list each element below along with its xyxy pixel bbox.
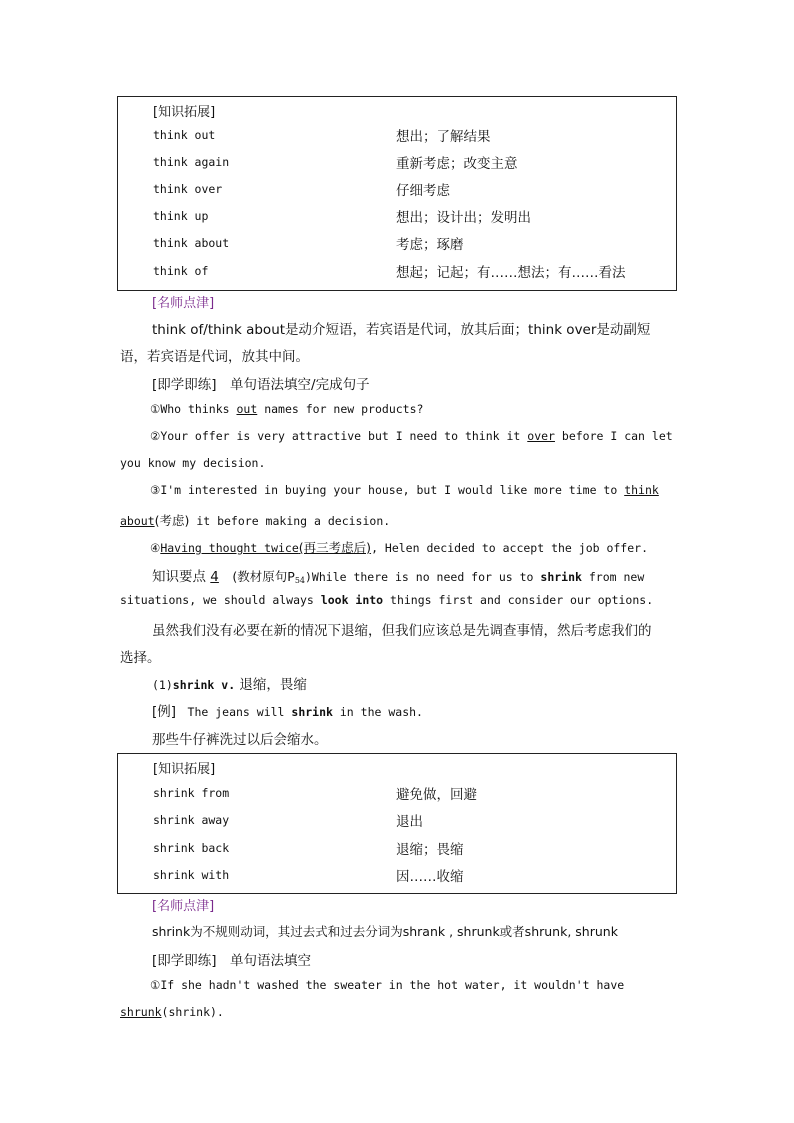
tips-text: 语，若宾语是代词，放其中间。 — [120, 349, 309, 365]
box-row — [153, 152, 676, 172]
box-row — [153, 810, 676, 830]
box-row — [153, 865, 676, 885]
box-row — [153, 838, 676, 858]
box-row — [153, 206, 676, 226]
phrase-en: think over — [153, 182, 223, 196]
phrase-en: think up — [153, 209, 209, 223]
phrase-en: shrink with — [153, 868, 230, 882]
phrase-zh: 重新考虑；改变主意 — [396, 156, 518, 172]
translation: 虽然我们没有必要在新的情况下退缩，但我们应该总是先调查事情，然后考虑我们的 — [152, 623, 652, 639]
question-cont: about(考虑) it before making a decision. — [120, 513, 391, 528]
phrase-en: think about — [153, 236, 230, 250]
box-row — [153, 233, 676, 253]
tips-text: think of/think about是动介短语，若宾语是代词，放其后面；think over是动副短 — [152, 322, 651, 338]
box-header: [知识拓展] — [153, 762, 216, 777]
phrase-en: think of — [153, 264, 209, 278]
phrase-en: shrink back — [153, 841, 230, 855]
box-row — [153, 179, 676, 199]
phrase-zh: 退缩；畏缩 — [396, 842, 464, 858]
question-cont: you know my decision. — [120, 456, 266, 470]
answer: out — [236, 402, 258, 416]
practice-heading: [即学即练] 单句语法填空/完成句子 — [152, 377, 370, 393]
box-row — [153, 261, 676, 281]
phrase-zh: 想出；了解结果 — [396, 129, 491, 145]
example: [例] The jeans will shrink in the wash. — [152, 704, 423, 720]
tips-label: [名师点津] — [152, 899, 215, 914]
question: ①Who thinks out names for new products? — [150, 402, 424, 416]
phrase-zh: 考虑；琢磨 — [396, 237, 464, 253]
question: ③I'm interested in buying your house, but I would like more time to think — [150, 483, 659, 497]
box-header: [知识拓展] — [153, 105, 216, 120]
phrase-en: shrink from — [153, 786, 230, 800]
answer: about — [120, 514, 155, 528]
phrase-zh: 退出 — [396, 814, 423, 830]
tips-label: [名师点津] — [152, 296, 215, 311]
answer: shrunk — [120, 1005, 162, 1019]
translation: 选择。 — [120, 650, 161, 666]
phrase-zh: 想起；记起；有……想法；有……看法 — [396, 265, 626, 281]
phrase-zh: 想出；设计出；发明出 — [396, 210, 531, 226]
phrase-en: shrink away — [153, 813, 230, 827]
question-cont: shrunk(shrink). — [120, 1005, 224, 1019]
box-row — [153, 783, 676, 803]
question: ②Your offer is very attractive but I need to think it over before I can let — [150, 429, 673, 443]
knowledge-box-think — [117, 96, 677, 291]
phrase-zh: 仔细考虑 — [396, 183, 450, 199]
answer: over — [527, 429, 555, 443]
answer: Having thought twice(再三考虑后) — [160, 540, 372, 555]
phrase-en: think again — [153, 155, 230, 169]
question: ④Having thought twice(再三考虑后), Helen decided to accept the job offer. — [150, 540, 649, 555]
phrase-zh: 避免做，回避 — [396, 787, 477, 803]
knowledge-point: 知识要点 4 (教材原句$P_{54})While$ there is no need for us to shrink from new — [152, 569, 645, 585]
phrase-zh: 因……收缩 — [396, 869, 464, 885]
definition: (1)shrink v. 退缩，畏缩 — [152, 677, 307, 693]
phrase-en: think out — [153, 128, 216, 142]
example-translation: 那些牛仔裤洗过以后会缩水。 — [152, 732, 328, 748]
practice-heading: [即学即练] 单句语法填空 — [152, 953, 312, 969]
tips-text: shrink为不规则动词，其过去式和过去分词为shrank , shrunk或者shrunk, shrunk — [152, 924, 618, 939]
knowledge-box-shrink — [117, 753, 677, 894]
box-row — [153, 125, 676, 145]
knowledge-point-cont: situations, we should always look into things first and consider our options. — [120, 593, 654, 607]
answer: think — [624, 483, 659, 497]
question: ①If she hadn't washed the sweater in the hot water, it wouldn't have — [150, 978, 625, 992]
